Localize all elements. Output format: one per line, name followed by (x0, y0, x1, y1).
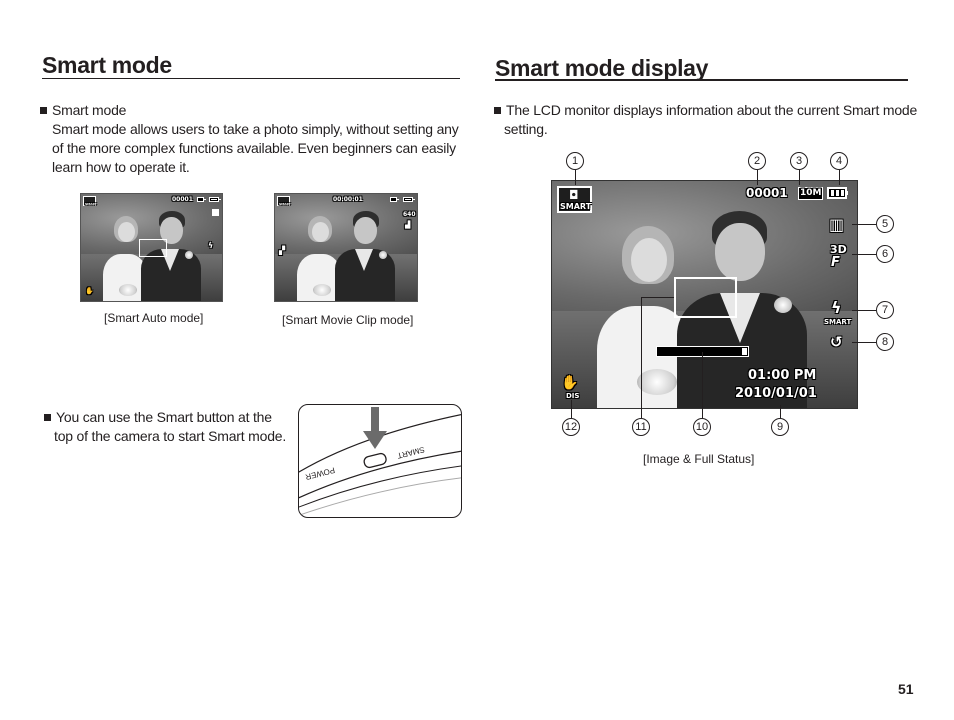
callout-7: 7 (876, 301, 894, 319)
callout-5: 5 (876, 215, 894, 233)
auto-focus-frame (674, 277, 737, 318)
right-heading: Smart mode display (495, 55, 709, 81)
boutonniere (774, 297, 792, 313)
callout-1: 1 (566, 152, 584, 170)
leader-5 (852, 224, 876, 225)
camera-top-illustration (298, 404, 462, 518)
smart-button-note-text: You can use the Smart button at the top of the camera to start Smart mode. (54, 409, 287, 444)
callout-8: 8 (876, 333, 894, 351)
date-display: 2010/01/01 (735, 386, 817, 401)
stabilizer-label: DIS (566, 392, 580, 400)
callout-12: 12 (562, 418, 580, 436)
battery-icon (403, 197, 413, 202)
smart-flash-label: SMART (824, 318, 852, 326)
bullet-square-icon (494, 107, 501, 114)
leader-11-horizontal (641, 297, 674, 298)
image-size-icon (197, 197, 204, 202)
smart-auto-screen (80, 193, 223, 302)
lcd-intro-text: The LCD monitor displays information about the current Smart mode setting. (504, 102, 918, 137)
boutonniere (379, 251, 387, 259)
mode-label: SMART (560, 202, 592, 211)
frame-rate-icon: ▟ (405, 221, 411, 229)
voice-recording-icon: ▞ (279, 246, 286, 255)
bullet-square-icon (44, 414, 51, 421)
boutonniere (185, 251, 193, 259)
leader-4 (839, 170, 840, 185)
shot-counter: 00001 (746, 186, 788, 200)
movie-resolution: 640 (403, 211, 416, 218)
bullet-title: Smart mode (52, 102, 127, 118)
groom-face (715, 223, 765, 281)
camera-icon: ◘ (569, 188, 579, 202)
right-heading-rule (495, 79, 908, 81)
battery-icon (209, 197, 219, 202)
arrow-down-icon (363, 407, 387, 451)
mode-label: SMART (85, 202, 97, 206)
smart-movie-screen (274, 193, 418, 302)
smart-label: SMART (396, 444, 426, 461)
shot-counter: 00001 (172, 196, 193, 203)
leader-7 (852, 310, 876, 311)
memory-icon (390, 197, 397, 202)
bullet-body: Smart mode allows users to take a photo simply, without setting any of the more complex functions available. Even beginners can easily learn how to operate it. (52, 121, 459, 175)
leader-9 (780, 405, 781, 418)
callout-11: 11 (632, 418, 650, 436)
background-foliage (275, 194, 418, 254)
leader-1 (575, 170, 576, 185)
callout-10: 10 (693, 418, 711, 436)
smart-movie-caption: [Smart Movie Clip mode] (282, 313, 414, 327)
focus-frame (139, 239, 167, 257)
leader-10 (702, 352, 703, 418)
bouquet (119, 284, 137, 296)
stabilizer-icon: ✋ (561, 375, 579, 391)
record-time-counter: 00:00:01 (333, 196, 363, 203)
leader-8 (852, 342, 876, 343)
smart-button-note (44, 408, 290, 446)
bride-face (312, 222, 329, 242)
power-label: POWER (304, 465, 336, 482)
bullet-square-icon (40, 107, 47, 114)
smart-mode-description (40, 101, 462, 177)
lcd-display (551, 180, 858, 409)
groom-face (354, 217, 377, 244)
quality-icon (212, 209, 219, 216)
left-heading: Smart mode (42, 52, 172, 78)
flash-icon: ϟ (831, 298, 842, 317)
callout-3: 3 (790, 152, 808, 170)
time-display: 01:00 PM (748, 368, 817, 383)
smart-mode-icon (557, 186, 592, 213)
lcd-caption: [Image & Full Status] (643, 452, 755, 466)
callout-4: 4 (830, 152, 848, 170)
bride-face (118, 222, 135, 242)
callout-9: 9 (771, 418, 789, 436)
battery-icon (827, 187, 847, 199)
smart-movie-mode-icon (277, 196, 290, 206)
bouquet (313, 284, 331, 296)
leader-11-vertical (641, 297, 642, 418)
smart-mode-icon (83, 196, 96, 206)
callout-2: 2 (748, 152, 766, 170)
flash-icon: ϟ (208, 241, 214, 250)
lcd-intro (494, 101, 924, 139)
left-heading-rule (42, 78, 460, 79)
leader-3 (799, 170, 800, 185)
leader-6 (852, 254, 876, 255)
callout-6: 6 (876, 245, 894, 263)
zoom-bar-marker (742, 348, 747, 355)
leader-2 (757, 170, 758, 185)
quality-icon: ▥ (829, 215, 845, 234)
bouquet (637, 369, 677, 395)
mode-label: SMART (279, 202, 291, 206)
page-number: 51 (898, 681, 914, 697)
metering-icon: 3D (830, 243, 847, 256)
self-timer-icon: ↺ (830, 333, 843, 351)
smart-auto-caption: [Smart Auto mode] (104, 311, 204, 325)
stabilizer-icon: ✋ (85, 287, 94, 295)
image-size-icon: 10M (800, 188, 822, 198)
bride-face (631, 238, 667, 282)
leader-12 (571, 400, 572, 418)
f-icon: F (831, 255, 840, 270)
